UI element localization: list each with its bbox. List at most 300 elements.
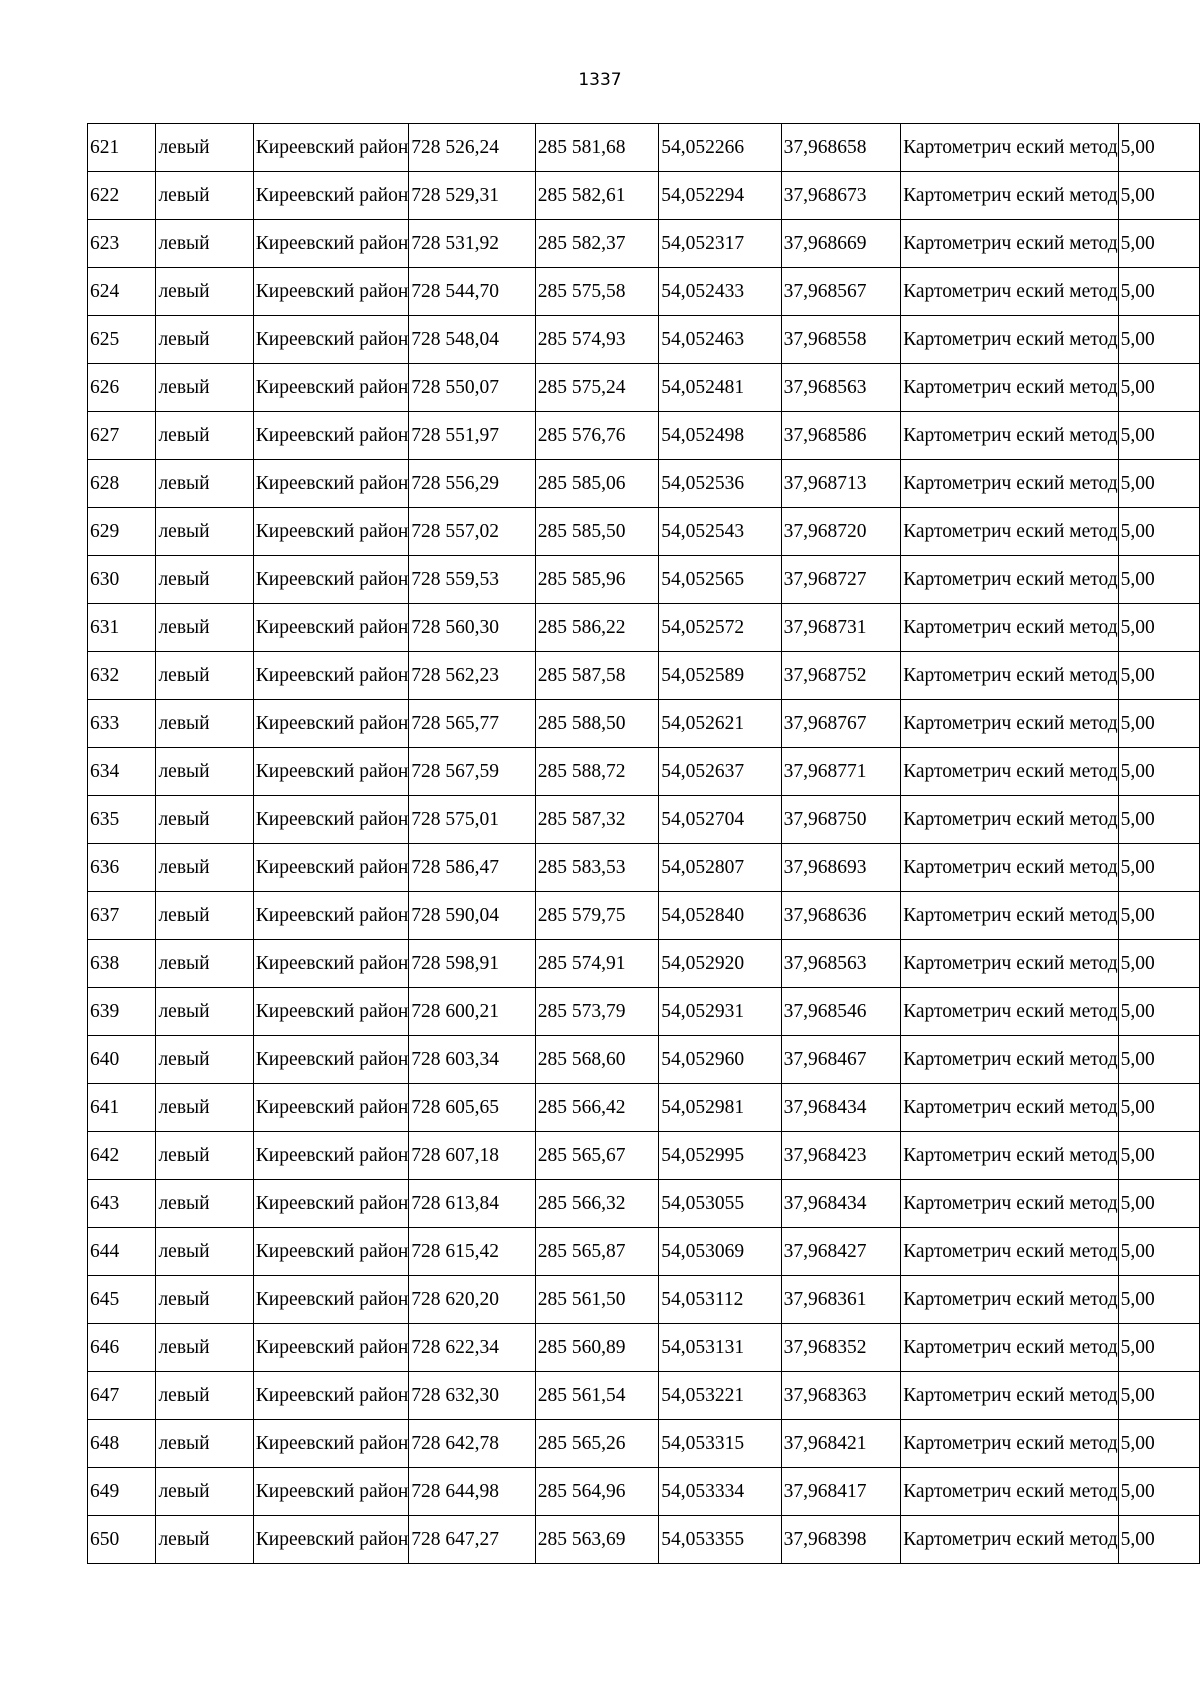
- cell-method: Картометрич еский метод: [901, 652, 1119, 700]
- cell-method: Картометрич еский метод: [901, 508, 1119, 556]
- cell-longitude: 37,968417: [781, 1468, 900, 1516]
- cell-latitude: 54,052920: [659, 940, 781, 988]
- cell-point-number: 650: [88, 1516, 156, 1564]
- cell-coord-x: 728 600,21: [409, 988, 535, 1036]
- cell-method: Картометрич еский метод: [901, 940, 1119, 988]
- cell-longitude: 37,968586: [781, 412, 900, 460]
- cell-method: Картометрич еский метод: [901, 124, 1119, 172]
- cell-accuracy: 5,00: [1118, 124, 1199, 172]
- cell-method: Картометрич еский метод: [901, 1132, 1119, 1180]
- cell-point-number: 623: [88, 220, 156, 268]
- cell-latitude: 54,052995: [659, 1132, 781, 1180]
- cell-latitude: 54,052294: [659, 172, 781, 220]
- table-row: [88, 796, 1200, 844]
- cell-longitude: 37,968434: [781, 1084, 900, 1132]
- cell-coord-x: 728 560,30: [409, 604, 535, 652]
- cell-accuracy: 5,00: [1118, 652, 1199, 700]
- cell-coord-x: 728 605,65: [409, 1084, 535, 1132]
- cell-longitude: 37,968427: [781, 1228, 900, 1276]
- table-row: [88, 316, 1200, 364]
- cell-side: левый: [156, 1516, 253, 1564]
- table-row: [88, 844, 1200, 892]
- cell-accuracy: 5,00: [1118, 796, 1199, 844]
- cell-latitude: 54,052433: [659, 268, 781, 316]
- cell-coord-y: 285 573,79: [535, 988, 658, 1036]
- table-row: [88, 220, 1200, 268]
- cell-latitude: 54,052498: [659, 412, 781, 460]
- cell-side: левый: [156, 1420, 253, 1468]
- cell-longitude: 37,968423: [781, 1132, 900, 1180]
- table-row: [88, 892, 1200, 940]
- cell-coord-y: 285 574,93: [535, 316, 658, 364]
- cell-point-number: 644: [88, 1228, 156, 1276]
- cell-method: Картометрич еский метод: [901, 1036, 1119, 1084]
- cell-region: Киреевский район: [253, 364, 409, 412]
- cell-accuracy: 5,00: [1118, 1372, 1199, 1420]
- cell-latitude: 54,052704: [659, 796, 781, 844]
- cell-method: Картометрич еский метод: [901, 556, 1119, 604]
- cell-method: Картометрич еский метод: [901, 1372, 1119, 1420]
- cell-point-number: 624: [88, 268, 156, 316]
- cell-method: Картометрич еский метод: [901, 844, 1119, 892]
- cell-coord-y: 285 575,24: [535, 364, 658, 412]
- cell-coord-y: 285 586,22: [535, 604, 658, 652]
- cell-point-number: 630: [88, 556, 156, 604]
- cell-method: Картометрич еский метод: [901, 220, 1119, 268]
- cell-longitude: 37,968563: [781, 940, 900, 988]
- cell-latitude: 54,053055: [659, 1180, 781, 1228]
- cell-accuracy: 5,00: [1118, 1036, 1199, 1084]
- table-row: [88, 364, 1200, 412]
- cell-coord-x: 728 644,98: [409, 1468, 535, 1516]
- cell-region: Киреевский район: [253, 1468, 409, 1516]
- cell-coord-x: 728 615,42: [409, 1228, 535, 1276]
- cell-side: левый: [156, 508, 253, 556]
- cell-longitude: 37,968398: [781, 1516, 900, 1564]
- cell-coord-y: 285 583,53: [535, 844, 658, 892]
- cell-method: Картометрич еский метод: [901, 172, 1119, 220]
- cell-accuracy: 5,00: [1118, 556, 1199, 604]
- cell-point-number: 632: [88, 652, 156, 700]
- cell-point-number: 640: [88, 1036, 156, 1084]
- cell-longitude: 37,968546: [781, 988, 900, 1036]
- cell-coord-y: 285 587,58: [535, 652, 658, 700]
- cell-side: левый: [156, 652, 253, 700]
- cell-side: левый: [156, 268, 253, 316]
- cell-coord-y: 285 565,67: [535, 1132, 658, 1180]
- cell-method: Картометрич еский метод: [901, 1276, 1119, 1324]
- cell-coord-x: 728 556,29: [409, 460, 535, 508]
- cell-coord-x: 728 559,53: [409, 556, 535, 604]
- cell-accuracy: 5,00: [1118, 1132, 1199, 1180]
- cell-region: Киреевский район: [253, 172, 409, 220]
- cell-coord-x: 728 620,20: [409, 1276, 535, 1324]
- cell-accuracy: 5,00: [1118, 1180, 1199, 1228]
- cell-latitude: 54,053112: [659, 1276, 781, 1324]
- table-row: [88, 700, 1200, 748]
- cell-coord-y: 285 568,60: [535, 1036, 658, 1084]
- cell-region: Киреевский район: [253, 1084, 409, 1132]
- table-row: [88, 940, 1200, 988]
- cell-coord-x: 728 529,31: [409, 172, 535, 220]
- table-row: [88, 508, 1200, 556]
- cell-method: Картометрич еский метод: [901, 1228, 1119, 1276]
- cell-longitude: 37,968750: [781, 796, 900, 844]
- cell-method: Картометрич еский метод: [901, 1516, 1119, 1564]
- cell-accuracy: 5,00: [1118, 844, 1199, 892]
- cell-coord-x: 728 632,30: [409, 1372, 535, 1420]
- cell-coord-y: 285 587,32: [535, 796, 658, 844]
- cell-accuracy: 5,00: [1118, 988, 1199, 1036]
- table-row: [88, 652, 1200, 700]
- cell-longitude: 37,968767: [781, 700, 900, 748]
- table-row: [88, 1228, 1200, 1276]
- cell-latitude: 54,052960: [659, 1036, 781, 1084]
- cell-region: Киреевский район: [253, 412, 409, 460]
- cell-accuracy: 5,00: [1118, 460, 1199, 508]
- cell-side: левый: [156, 172, 253, 220]
- cell-point-number: 639: [88, 988, 156, 1036]
- cell-coord-x: 728 622,34: [409, 1324, 535, 1372]
- table-row: [88, 1516, 1200, 1564]
- cell-region: Киреевский район: [253, 316, 409, 364]
- cell-point-number: 628: [88, 460, 156, 508]
- cell-accuracy: 5,00: [1118, 1228, 1199, 1276]
- table-row: [88, 460, 1200, 508]
- cell-coord-x: 728 586,47: [409, 844, 535, 892]
- cell-side: левый: [156, 1036, 253, 1084]
- cell-coord-y: 285 566,42: [535, 1084, 658, 1132]
- cell-side: левый: [156, 316, 253, 364]
- cell-coord-x: 728 557,02: [409, 508, 535, 556]
- cell-longitude: 37,968731: [781, 604, 900, 652]
- cell-region: Киреевский район: [253, 892, 409, 940]
- cell-latitude: 54,052840: [659, 892, 781, 940]
- cell-accuracy: 5,00: [1118, 700, 1199, 748]
- cell-coord-x: 728 550,07: [409, 364, 535, 412]
- cell-region: Киреевский район: [253, 796, 409, 844]
- cell-point-number: 648: [88, 1420, 156, 1468]
- table-row: [88, 1276, 1200, 1324]
- cell-longitude: 37,968727: [781, 556, 900, 604]
- cell-longitude: 37,968658: [781, 124, 900, 172]
- cell-method: Картометрич еский метод: [901, 268, 1119, 316]
- cell-region: Киреевский район: [253, 1516, 409, 1564]
- cell-accuracy: 5,00: [1118, 892, 1199, 940]
- cell-side: левый: [156, 1084, 253, 1132]
- table-row: [88, 1180, 1200, 1228]
- cell-coord-x: 728 544,70: [409, 268, 535, 316]
- cell-point-number: 636: [88, 844, 156, 892]
- cell-latitude: 54,052317: [659, 220, 781, 268]
- cell-latitude: 54,052565: [659, 556, 781, 604]
- cell-region: Киреевский район: [253, 268, 409, 316]
- table-row: [88, 1468, 1200, 1516]
- cell-coord-y: 285 565,87: [535, 1228, 658, 1276]
- cell-latitude: 54,052981: [659, 1084, 781, 1132]
- table-row: [88, 556, 1200, 604]
- cell-region: Киреевский район: [253, 988, 409, 1036]
- cell-coord-x: 728 607,18: [409, 1132, 535, 1180]
- cell-coord-x: 728 531,92: [409, 220, 535, 268]
- cell-region: Киреевский район: [253, 1132, 409, 1180]
- cell-region: Киреевский район: [253, 1324, 409, 1372]
- table-row: [88, 1420, 1200, 1468]
- cell-region: Киреевский район: [253, 1420, 409, 1468]
- cell-point-number: 641: [88, 1084, 156, 1132]
- cell-latitude: 54,052589: [659, 652, 781, 700]
- cell-side: левый: [156, 556, 253, 604]
- cell-accuracy: 5,00: [1118, 268, 1199, 316]
- cell-coord-y: 285 564,96: [535, 1468, 658, 1516]
- cell-accuracy: 5,00: [1118, 1468, 1199, 1516]
- cell-point-number: 629: [88, 508, 156, 556]
- cell-method: Картометрич еский метод: [901, 1180, 1119, 1228]
- cell-coord-x: 728 603,34: [409, 1036, 535, 1084]
- cell-point-number: 646: [88, 1324, 156, 1372]
- cell-coord-y: 285 563,69: [535, 1516, 658, 1564]
- cell-point-number: 634: [88, 748, 156, 796]
- cell-longitude: 37,968693: [781, 844, 900, 892]
- cell-coord-x: 728 567,59: [409, 748, 535, 796]
- cell-accuracy: 5,00: [1118, 1276, 1199, 1324]
- cell-latitude: 54,053131: [659, 1324, 781, 1372]
- cell-region: Киреевский район: [253, 748, 409, 796]
- cell-coord-x: 728 562,23: [409, 652, 535, 700]
- cell-region: Киреевский район: [253, 1276, 409, 1324]
- cell-coord-y: 285 565,26: [535, 1420, 658, 1468]
- cell-region: Киреевский район: [253, 460, 409, 508]
- cell-method: Картометрич еский метод: [901, 1084, 1119, 1132]
- cell-side: левый: [156, 124, 253, 172]
- cell-region: Киреевский район: [253, 652, 409, 700]
- cell-side: левый: [156, 412, 253, 460]
- cell-method: Картометрич еский метод: [901, 1468, 1119, 1516]
- cell-side: левый: [156, 1180, 253, 1228]
- cell-region: Киреевский район: [253, 940, 409, 988]
- page-number: 1337: [578, 70, 622, 90]
- cell-point-number: 643: [88, 1180, 156, 1228]
- cell-coord-x: 728 551,97: [409, 412, 535, 460]
- cell-point-number: 626: [88, 364, 156, 412]
- cell-coord-x: 728 642,78: [409, 1420, 535, 1468]
- cell-side: левый: [156, 700, 253, 748]
- cell-coord-y: 285 575,58: [535, 268, 658, 316]
- cell-accuracy: 5,00: [1118, 1084, 1199, 1132]
- cell-coord-y: 285 588,50: [535, 700, 658, 748]
- cell-longitude: 37,968434: [781, 1180, 900, 1228]
- cell-coord-y: 285 574,91: [535, 940, 658, 988]
- cell-accuracy: 5,00: [1118, 748, 1199, 796]
- cell-longitude: 37,968669: [781, 220, 900, 268]
- cell-method: Картометрич еский метод: [901, 460, 1119, 508]
- cell-point-number: 637: [88, 892, 156, 940]
- table-row: [88, 124, 1200, 172]
- cell-longitude: 37,968752: [781, 652, 900, 700]
- table-row: [88, 1084, 1200, 1132]
- cell-region: Киреевский район: [253, 604, 409, 652]
- cell-latitude: 54,053355: [659, 1516, 781, 1564]
- cell-accuracy: 5,00: [1118, 1516, 1199, 1564]
- cell-coord-y: 285 579,75: [535, 892, 658, 940]
- cell-method: Картометрич еский метод: [901, 604, 1119, 652]
- cell-point-number: 635: [88, 796, 156, 844]
- cell-region: Киреевский район: [253, 844, 409, 892]
- cell-longitude: 37,968567: [781, 268, 900, 316]
- cell-coord-x: 728 565,77: [409, 700, 535, 748]
- table-row: [88, 412, 1200, 460]
- cell-latitude: 54,053334: [659, 1468, 781, 1516]
- cell-method: Картометрич еский метод: [901, 796, 1119, 844]
- cell-method: Картометрич еский метод: [901, 412, 1119, 460]
- cell-side: левый: [156, 1324, 253, 1372]
- cell-point-number: 631: [88, 604, 156, 652]
- cell-latitude: 54,053315: [659, 1420, 781, 1468]
- cell-side: левый: [156, 892, 253, 940]
- cell-side: левый: [156, 844, 253, 892]
- cell-side: левый: [156, 1372, 253, 1420]
- cell-coord-y: 285 588,72: [535, 748, 658, 796]
- cell-method: Картометрич еский метод: [901, 988, 1119, 1036]
- cell-accuracy: 5,00: [1118, 1420, 1199, 1468]
- cell-latitude: 54,052572: [659, 604, 781, 652]
- cell-accuracy: 5,00: [1118, 940, 1199, 988]
- cell-coord-y: 285 585,06: [535, 460, 658, 508]
- cell-side: левый: [156, 988, 253, 1036]
- cell-accuracy: 5,00: [1118, 316, 1199, 364]
- table-row: [88, 748, 1200, 796]
- cell-coord-y: 285 560,89: [535, 1324, 658, 1372]
- cell-side: левый: [156, 220, 253, 268]
- cell-longitude: 37,968713: [781, 460, 900, 508]
- cell-accuracy: 5,00: [1118, 412, 1199, 460]
- cell-region: Киреевский район: [253, 508, 409, 556]
- cell-coord-x: 728 590,04: [409, 892, 535, 940]
- cell-coord-y: 285 582,37: [535, 220, 658, 268]
- cell-method: Картометрич еский метод: [901, 892, 1119, 940]
- cell-longitude: 37,968467: [781, 1036, 900, 1084]
- cell-coord-y: 285 576,76: [535, 412, 658, 460]
- table-row: [88, 268, 1200, 316]
- cell-coord-y: 285 582,61: [535, 172, 658, 220]
- cell-side: левый: [156, 364, 253, 412]
- cell-longitude: 37,968720: [781, 508, 900, 556]
- cell-longitude: 37,968563: [781, 364, 900, 412]
- cell-latitude: 54,052621: [659, 700, 781, 748]
- cell-accuracy: 5,00: [1118, 604, 1199, 652]
- cell-longitude: 37,968558: [781, 316, 900, 364]
- cell-point-number: 649: [88, 1468, 156, 1516]
- table-body: [88, 124, 1200, 1564]
- cell-longitude: 37,968352: [781, 1324, 900, 1372]
- cell-point-number: 642: [88, 1132, 156, 1180]
- cell-accuracy: 5,00: [1118, 220, 1199, 268]
- cell-region: Киреевский район: [253, 1372, 409, 1420]
- cell-side: левый: [156, 748, 253, 796]
- cell-point-number: 627: [88, 412, 156, 460]
- cell-accuracy: 5,00: [1118, 364, 1199, 412]
- cell-side: левый: [156, 604, 253, 652]
- cell-coord-y: 285 561,50: [535, 1276, 658, 1324]
- cell-region: Киреевский район: [253, 124, 409, 172]
- coordinates-table: [87, 123, 1200, 1564]
- cell-latitude: 54,052266: [659, 124, 781, 172]
- cell-point-number: 633: [88, 700, 156, 748]
- cell-side: левый: [156, 1468, 253, 1516]
- cell-method: Картометрич еский метод: [901, 1420, 1119, 1468]
- cell-latitude: 54,052931: [659, 988, 781, 1036]
- cell-latitude: 54,052463: [659, 316, 781, 364]
- cell-latitude: 54,052543: [659, 508, 781, 556]
- cell-region: Киреевский район: [253, 556, 409, 604]
- cell-accuracy: 5,00: [1118, 508, 1199, 556]
- cell-coord-y: 285 585,50: [535, 508, 658, 556]
- cell-region: Киреевский район: [253, 1036, 409, 1084]
- cell-longitude: 37,968361: [781, 1276, 900, 1324]
- cell-point-number: 621: [88, 124, 156, 172]
- cell-accuracy: 5,00: [1118, 1324, 1199, 1372]
- cell-latitude: 54,052481: [659, 364, 781, 412]
- cell-point-number: 638: [88, 940, 156, 988]
- cell-region: Киреевский район: [253, 1228, 409, 1276]
- table-row: [88, 1372, 1200, 1420]
- cell-latitude: 54,053221: [659, 1372, 781, 1420]
- cell-method: Картометрич еский метод: [901, 700, 1119, 748]
- cell-longitude: 37,968363: [781, 1372, 900, 1420]
- cell-coord-y: 285 566,32: [535, 1180, 658, 1228]
- cell-point-number: 645: [88, 1276, 156, 1324]
- cell-longitude: 37,968771: [781, 748, 900, 796]
- cell-coord-y: 285 585,96: [535, 556, 658, 604]
- cell-point-number: 622: [88, 172, 156, 220]
- cell-side: левый: [156, 940, 253, 988]
- cell-method: Картометрич еский метод: [901, 316, 1119, 364]
- cell-coord-x: 728 647,27: [409, 1516, 535, 1564]
- cell-side: левый: [156, 1228, 253, 1276]
- table-row: [88, 1324, 1200, 1372]
- table-row: [88, 172, 1200, 220]
- cell-latitude: 54,052536: [659, 460, 781, 508]
- cell-coord-x: 728 526,24: [409, 124, 535, 172]
- cell-coord-x: 728 548,04: [409, 316, 535, 364]
- table-row: [88, 1132, 1200, 1180]
- cell-coord-x: 728 598,91: [409, 940, 535, 988]
- cell-method: Картометрич еский метод: [901, 748, 1119, 796]
- cell-coord-x: 728 613,84: [409, 1180, 535, 1228]
- cell-coord-y: 285 561,54: [535, 1372, 658, 1420]
- cell-point-number: 647: [88, 1372, 156, 1420]
- table-row: [88, 604, 1200, 652]
- table-row: [88, 988, 1200, 1036]
- cell-latitude: 54,052637: [659, 748, 781, 796]
- cell-coord-y: 285 581,68: [535, 124, 658, 172]
- cell-side: левый: [156, 460, 253, 508]
- cell-side: левый: [156, 796, 253, 844]
- cell-accuracy: 5,00: [1118, 172, 1199, 220]
- cell-side: левый: [156, 1276, 253, 1324]
- cell-longitude: 37,968673: [781, 172, 900, 220]
- cell-latitude: 54,052807: [659, 844, 781, 892]
- cell-longitude: 37,968636: [781, 892, 900, 940]
- table-row: [88, 1036, 1200, 1084]
- cell-method: Картометрич еский метод: [901, 364, 1119, 412]
- cell-method: Картометрич еский метод: [901, 1324, 1119, 1372]
- cell-longitude: 37,968421: [781, 1420, 900, 1468]
- cell-region: Киреевский район: [253, 220, 409, 268]
- cell-point-number: 625: [88, 316, 156, 364]
- cell-region: Киреевский район: [253, 1180, 409, 1228]
- cell-coord-x: 728 575,01: [409, 796, 535, 844]
